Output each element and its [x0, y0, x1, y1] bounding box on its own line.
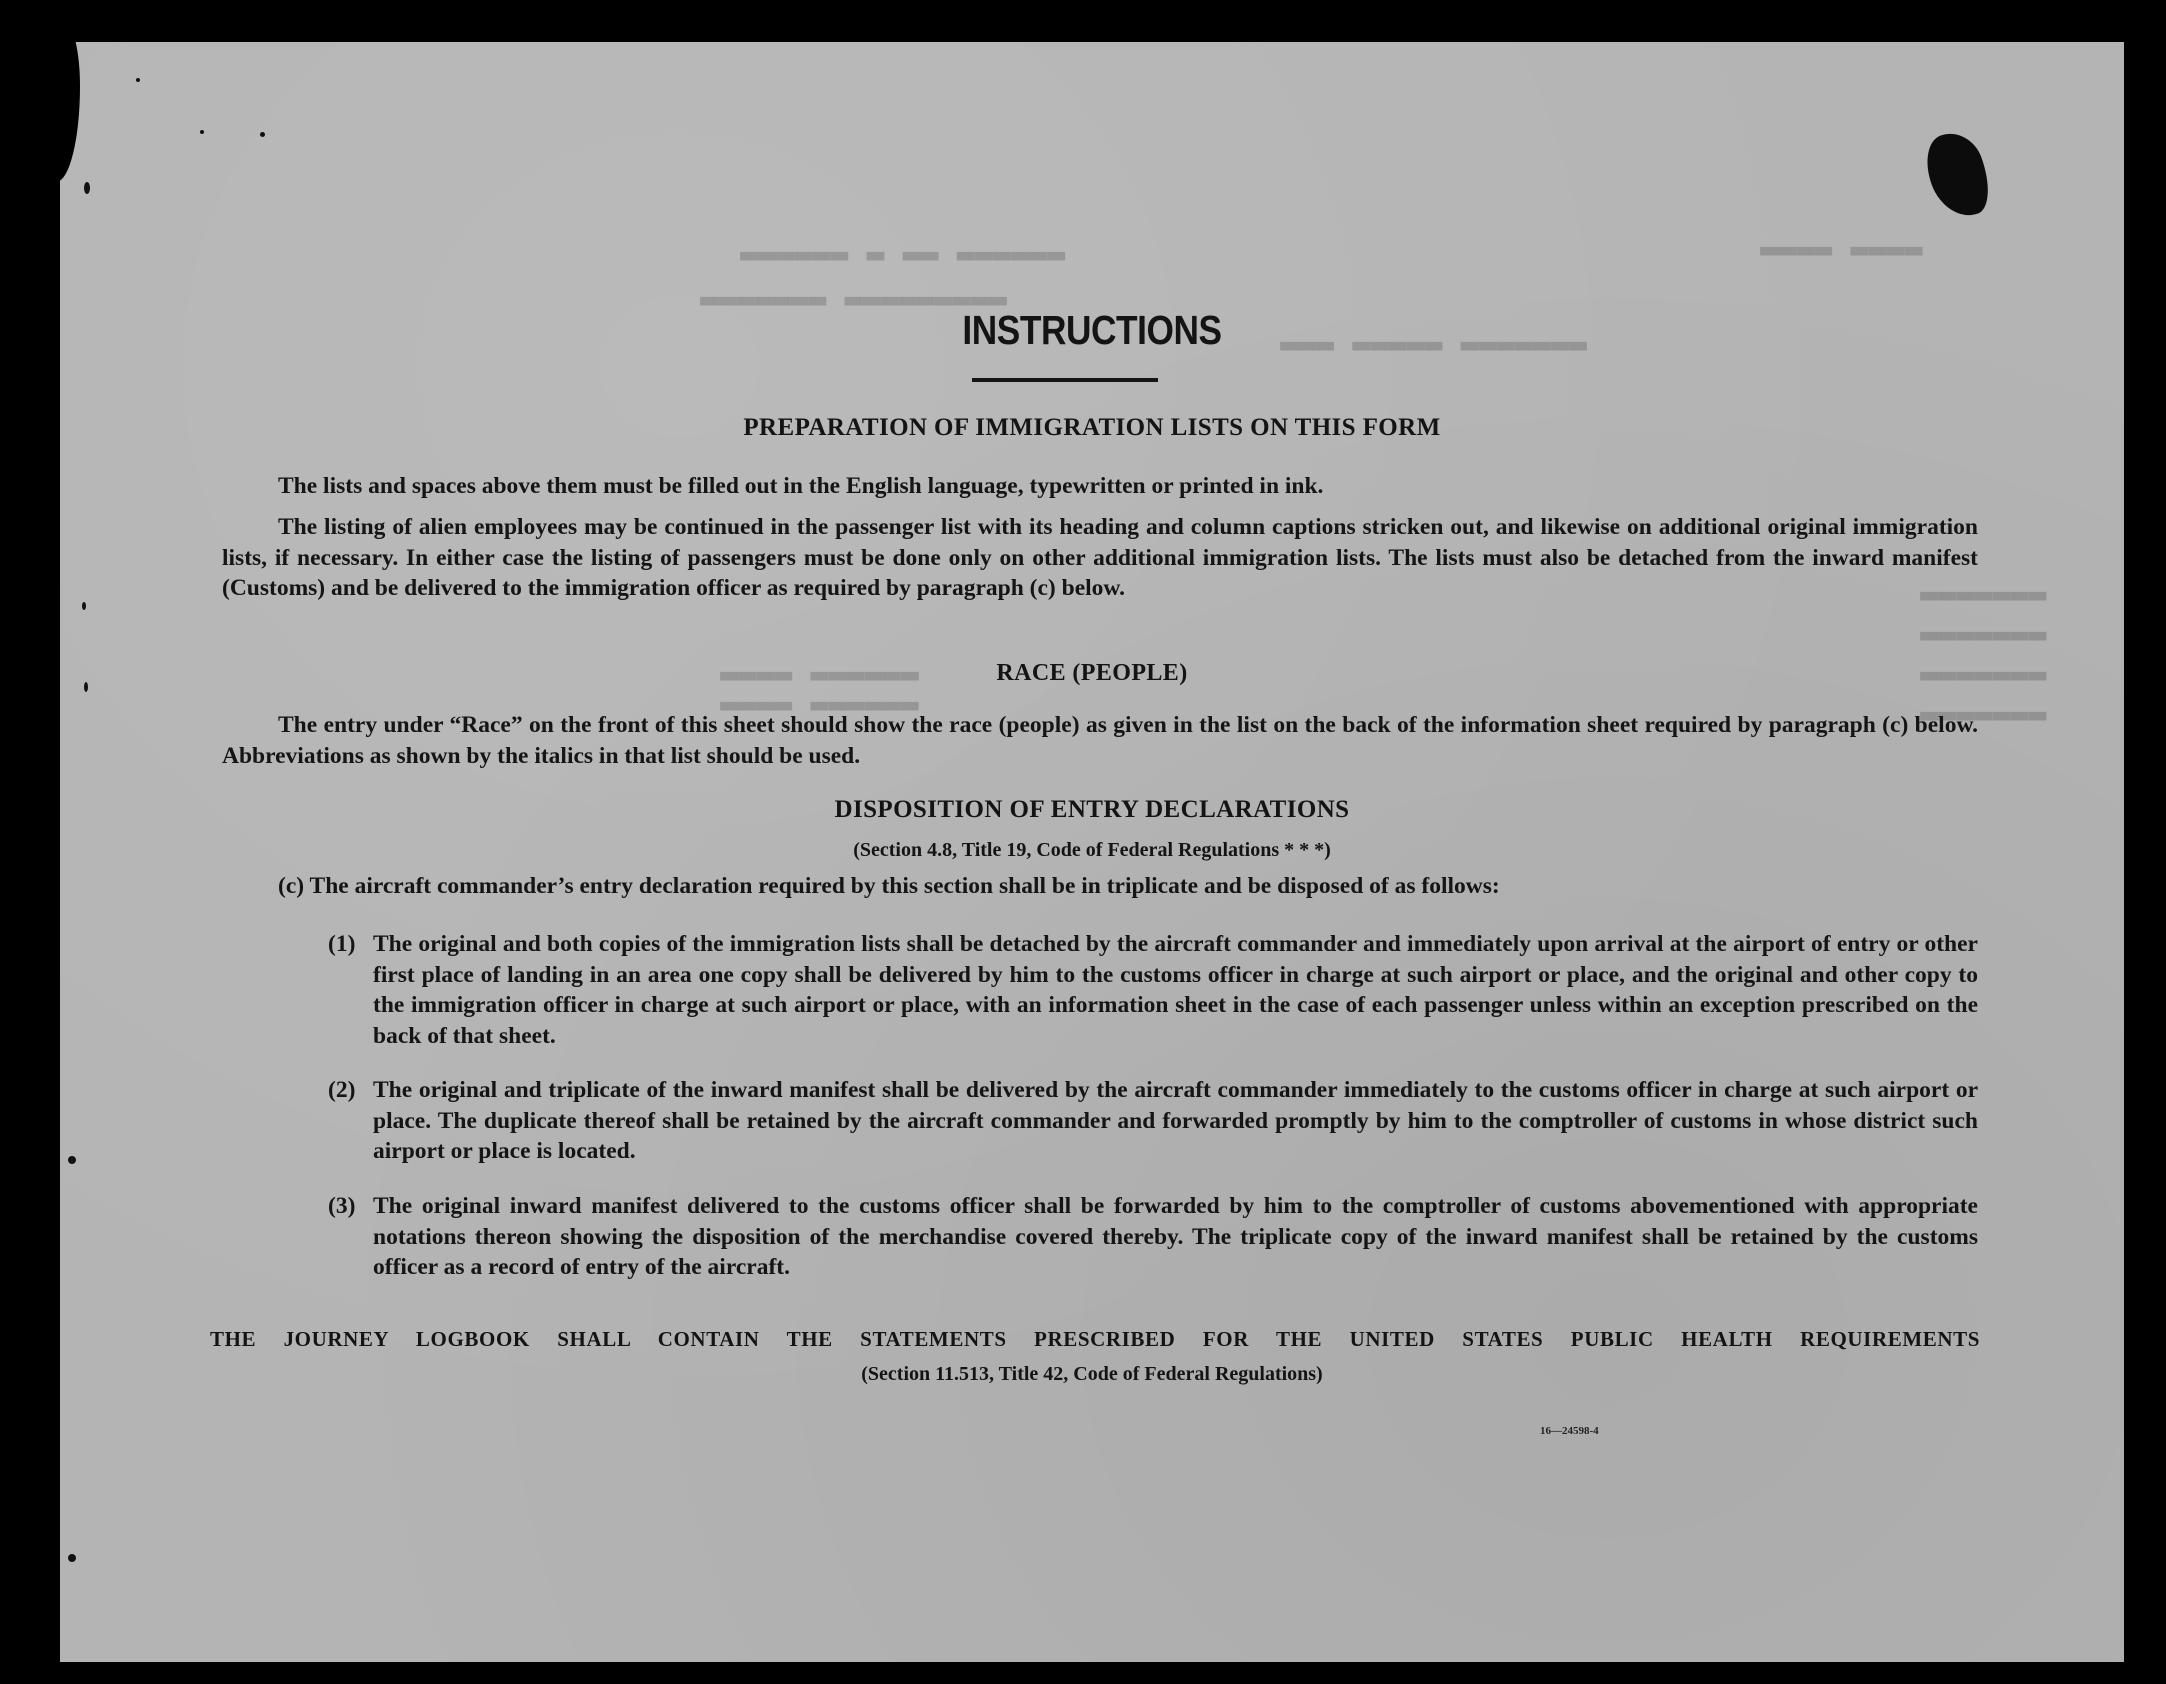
document-sheet	[60, 42, 2124, 1662]
preparation-heading: PREPARATION OF IMMIGRATION LISTS ON THIS FORM	[743, 414, 1441, 441]
item-3-block	[373, 1191, 1978, 1283]
race-paragraph: The entry under “Race” on the front of this sheet should show the race (people) as given in the list on the back of the information sheet required by paragraph (c) below. Abbreviations as shown by the italics in that list should be used.	[222, 712, 1978, 769]
item-1-number: (1)	[328, 931, 356, 957]
speck	[84, 182, 90, 194]
speck	[68, 1156, 76, 1164]
document-title: INSTRUCTIONS	[962, 307, 1222, 353]
item-3-number: (3)	[328, 1193, 356, 1219]
title-underline	[972, 378, 1158, 382]
footer-citation: (Section 11.513, Title 42, Code of Federal Regulations)	[861, 1363, 1323, 1385]
preparation-paragraph-2: The listing of alien employees may be continued in the passenger list with its heading and column captions stricken out, and likewise on additional original immigration lists, if necessary. In either case the listing of passengers must be done only on other additional immigration lists. The lists must also be detached from the inward manifest (Customs) and be delivered to the immigration officer as required by paragraph (c) below.	[222, 514, 1978, 601]
bleed-through-texture: ▬▬▬▬▬▬▬	[1920, 697, 2047, 732]
footer-statement: THE JOURNEY LOGBOOK SHALL CONTAIN THE STATEMENTS PRESCRIBED FOR THE UNITED STATES PUBLIC HEALTH REQUIREMENTS	[210, 1327, 1980, 1351]
race-heading: RACE (PEOPLE)	[996, 660, 1188, 686]
ink-blot	[1917, 125, 1999, 225]
bleed-through-texture: ▬▬▬▬▬▬ ▬▬ ▬ ▬▬▬▬▬▬	[740, 237, 1066, 272]
speck	[200, 130, 204, 134]
disposition-heading: DISPOSITION OF ENTRY DECLARATIONS	[834, 796, 1350, 823]
item-3-text: The original inward manifest delivered to the customs officer shall be forwarded by him to the comptroller of customs abovementioned with appropriate notations thereon showing the disposition of the merchandise covered thereby. The triplicate copy of the inward manifest shall be retained by the customs officer as a record of entry of the aircraft.	[373, 1193, 1978, 1280]
item-1-text-line1	[373, 929, 1978, 1051]
bleed-through-texture: ▬▬▬▬▬▬▬	[1920, 617, 2047, 652]
form-number: 16—24598-4	[1540, 1425, 1599, 1437]
disposition-citation: (Section 4.8, Title 19, Code of Federal Regulations * * *)	[853, 839, 1331, 861]
bleed-through-texture: ▬▬▬▬▬▬ ▬▬▬▬	[720, 687, 919, 722]
item-2-block	[373, 1075, 1978, 1167]
item-1-text: The original and both copies of the immigration lists shall be detached by the aircraft commander and immediately upon arrival at the airport of entry or other first place of landing in an area one copy shall be delivered by him to the customs officer in charge at such airport or place, and the original and other copy to the immigration officer in charge at such airport or place, with an information sheet in the case of each passenger unless within an exception prescribed on the back of that sheet.	[373, 931, 1978, 1049]
item-2-number: (2)	[328, 1077, 356, 1103]
torn-corner	[60, 42, 80, 182]
preparation-paragraph-1: The lists and spaces above them must be filled out in the English language, typewritten or printed in ink.	[278, 473, 1324, 499]
bleed-through-texture: ▬▬▬▬▬▬▬▬▬ ▬▬▬▬▬▬▬	[700, 282, 1008, 317]
disposition-intro: (c) The aircraft commander’s entry declaration required by this section shall be in triplicate and be disposed of as follows:	[278, 873, 1500, 899]
bleed-through-texture: ▬▬▬▬▬▬ ▬▬▬▬	[720, 657, 919, 692]
bleed-through-texture: ▬▬▬▬▬▬▬ ▬▬▬▬▬ ▬▬▬	[1280, 327, 1588, 362]
bleed-through-texture: ▬▬▬▬▬▬▬	[1920, 657, 2047, 692]
bleed-through-texture: ▬▬▬▬▬▬▬	[1920, 577, 2047, 612]
speck	[68, 1554, 76, 1562]
speck	[136, 78, 140, 82]
speck	[82, 602, 86, 610]
speck	[260, 132, 265, 137]
bleed-through-texture: ▬▬▬▬ ▬▬▬▬	[1760, 232, 1923, 267]
item-2-text: The original and triplicate of the inward manifest shall be delivered by the aircraft commander immediately to the customs officer in charge at such airport or place. The duplicate thereof shall be retained by the aircraft commander and forwarded promptly by him to the comptroller of customs in whose district such airport or place is located.	[373, 1077, 1978, 1164]
